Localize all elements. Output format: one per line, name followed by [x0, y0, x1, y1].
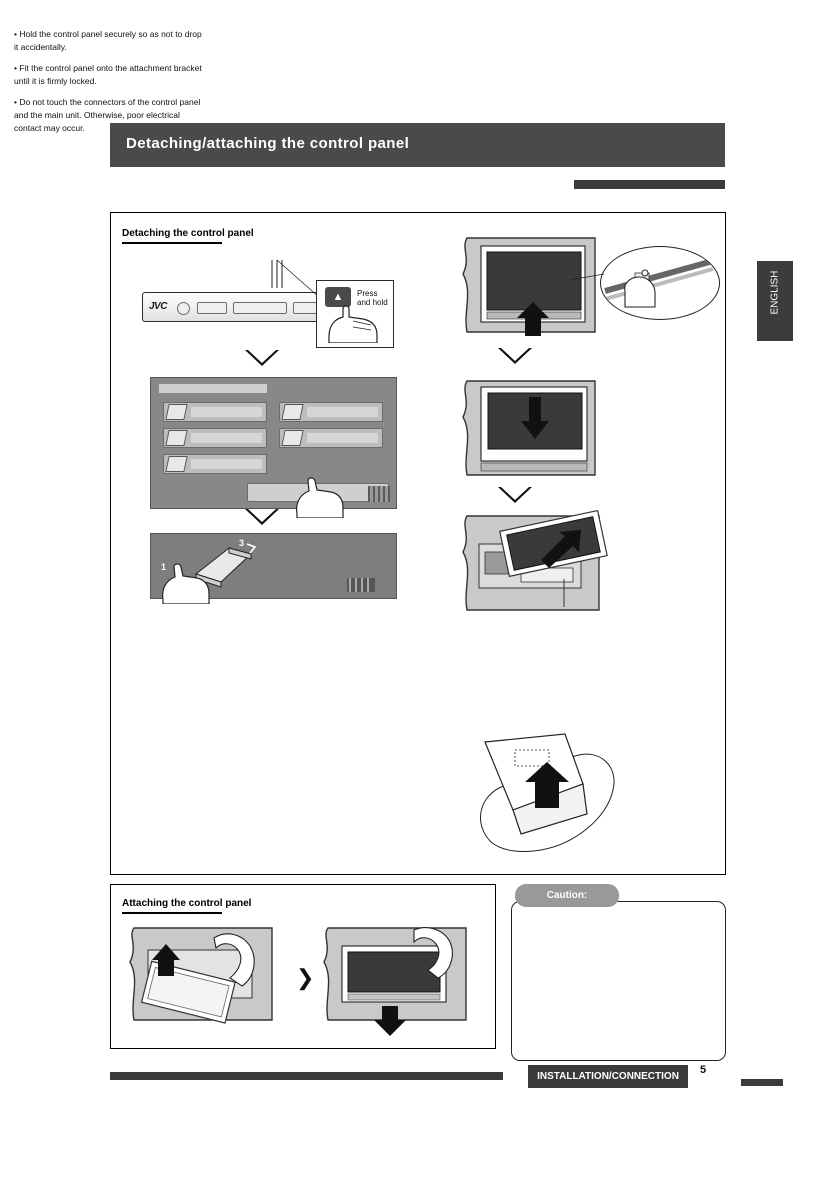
faceplate-knob — [177, 302, 190, 315]
caution-tab — [515, 884, 619, 907]
menu-item-angle-adjust[interactable] — [163, 454, 267, 474]
hand-pointer-icon — [159, 560, 213, 604]
menu-item-tilt-up[interactable] — [163, 428, 267, 448]
tilt-down-icon — [281, 430, 303, 446]
header-rule — [574, 180, 725, 189]
panel-case-illustration — [455, 722, 625, 862]
detach-section-underline — [122, 242, 222, 244]
step-number-1: 1 — [161, 562, 167, 572]
menu-item-tilt-down[interactable] — [279, 428, 383, 448]
hand-pointer-icon — [323, 303, 383, 343]
caution-box — [511, 901, 726, 1061]
disc-icon — [165, 404, 187, 420]
page-title: Detaching/attaching the control panel — [126, 135, 410, 152]
header-bar — [110, 123, 725, 167]
magnified-detail-view — [600, 246, 720, 320]
step-number-3: 3 — [239, 538, 245, 548]
eject-callout-caption: Press and hold — [357, 289, 388, 307]
magnifier-leader — [570, 260, 610, 300]
side-tab-label: ENGLISH — [769, 270, 781, 315]
eject-button-callout — [316, 280, 394, 348]
side-tab-language — [757, 261, 793, 341]
menu-item-label — [307, 433, 378, 443]
menu-item-eject-disc[interactable] — [163, 402, 267, 422]
menu-item-label — [191, 459, 262, 469]
menu-item-label — [191, 407, 262, 417]
jvc-logo: JVC — [149, 301, 167, 312]
caution-paragraph-3: • Do not touch the connectors of the control panel and the main unit. Otherwise, poor electrical contact may occur. — [14, 97, 201, 133]
menu-item-label — [307, 407, 378, 417]
faceplate-button-1 — [197, 302, 227, 314]
screen-grip-texture — [368, 486, 390, 502]
monitor-icon — [281, 404, 303, 420]
panel-detach-diagram — [150, 533, 397, 599]
monitor-menu-screen — [150, 377, 397, 509]
footer-section-label: INSTALLATION/CONNECTION — [537, 1071, 679, 1082]
menu-item-open-monitor[interactable] — [279, 402, 383, 422]
footer-section-box — [528, 1065, 688, 1088]
attach-section-label: Attaching the control panel — [122, 898, 252, 909]
detach-section-label: Detaching the control panel — [122, 228, 254, 239]
step-separator-chevron: ❯ — [296, 965, 315, 990]
page-number: 5 — [700, 1064, 707, 1076]
attach-step2-illustration — [316, 920, 486, 1042]
connector-leader — [560, 575, 610, 615]
caution-text — [14, 28, 202, 143]
attach-section-underline — [122, 912, 222, 914]
footer-rule — [110, 1072, 503, 1080]
caution-tab-label: Caution: — [546, 890, 588, 901]
attach-step1-illustration — [122, 920, 292, 1042]
device-illustration-step2 — [455, 375, 605, 485]
magnified-detail-graphic — [601, 247, 719, 319]
footer-tick — [741, 1079, 783, 1086]
eject-button[interactable]: ▲ — [325, 287, 351, 307]
caution-paragraph-1: • Hold the control panel securely so as not to drop it accidentally. — [14, 29, 202, 52]
angle-icon — [165, 456, 187, 472]
menu-item-label — [191, 433, 262, 443]
hand-pointer-icon — [293, 474, 347, 518]
tilt-up-icon — [165, 430, 187, 446]
caution-paragraph-2: • Fit the control panel onto the attachment bracket until it is firmly locked. — [14, 63, 202, 86]
menu-title-bar — [159, 384, 267, 393]
